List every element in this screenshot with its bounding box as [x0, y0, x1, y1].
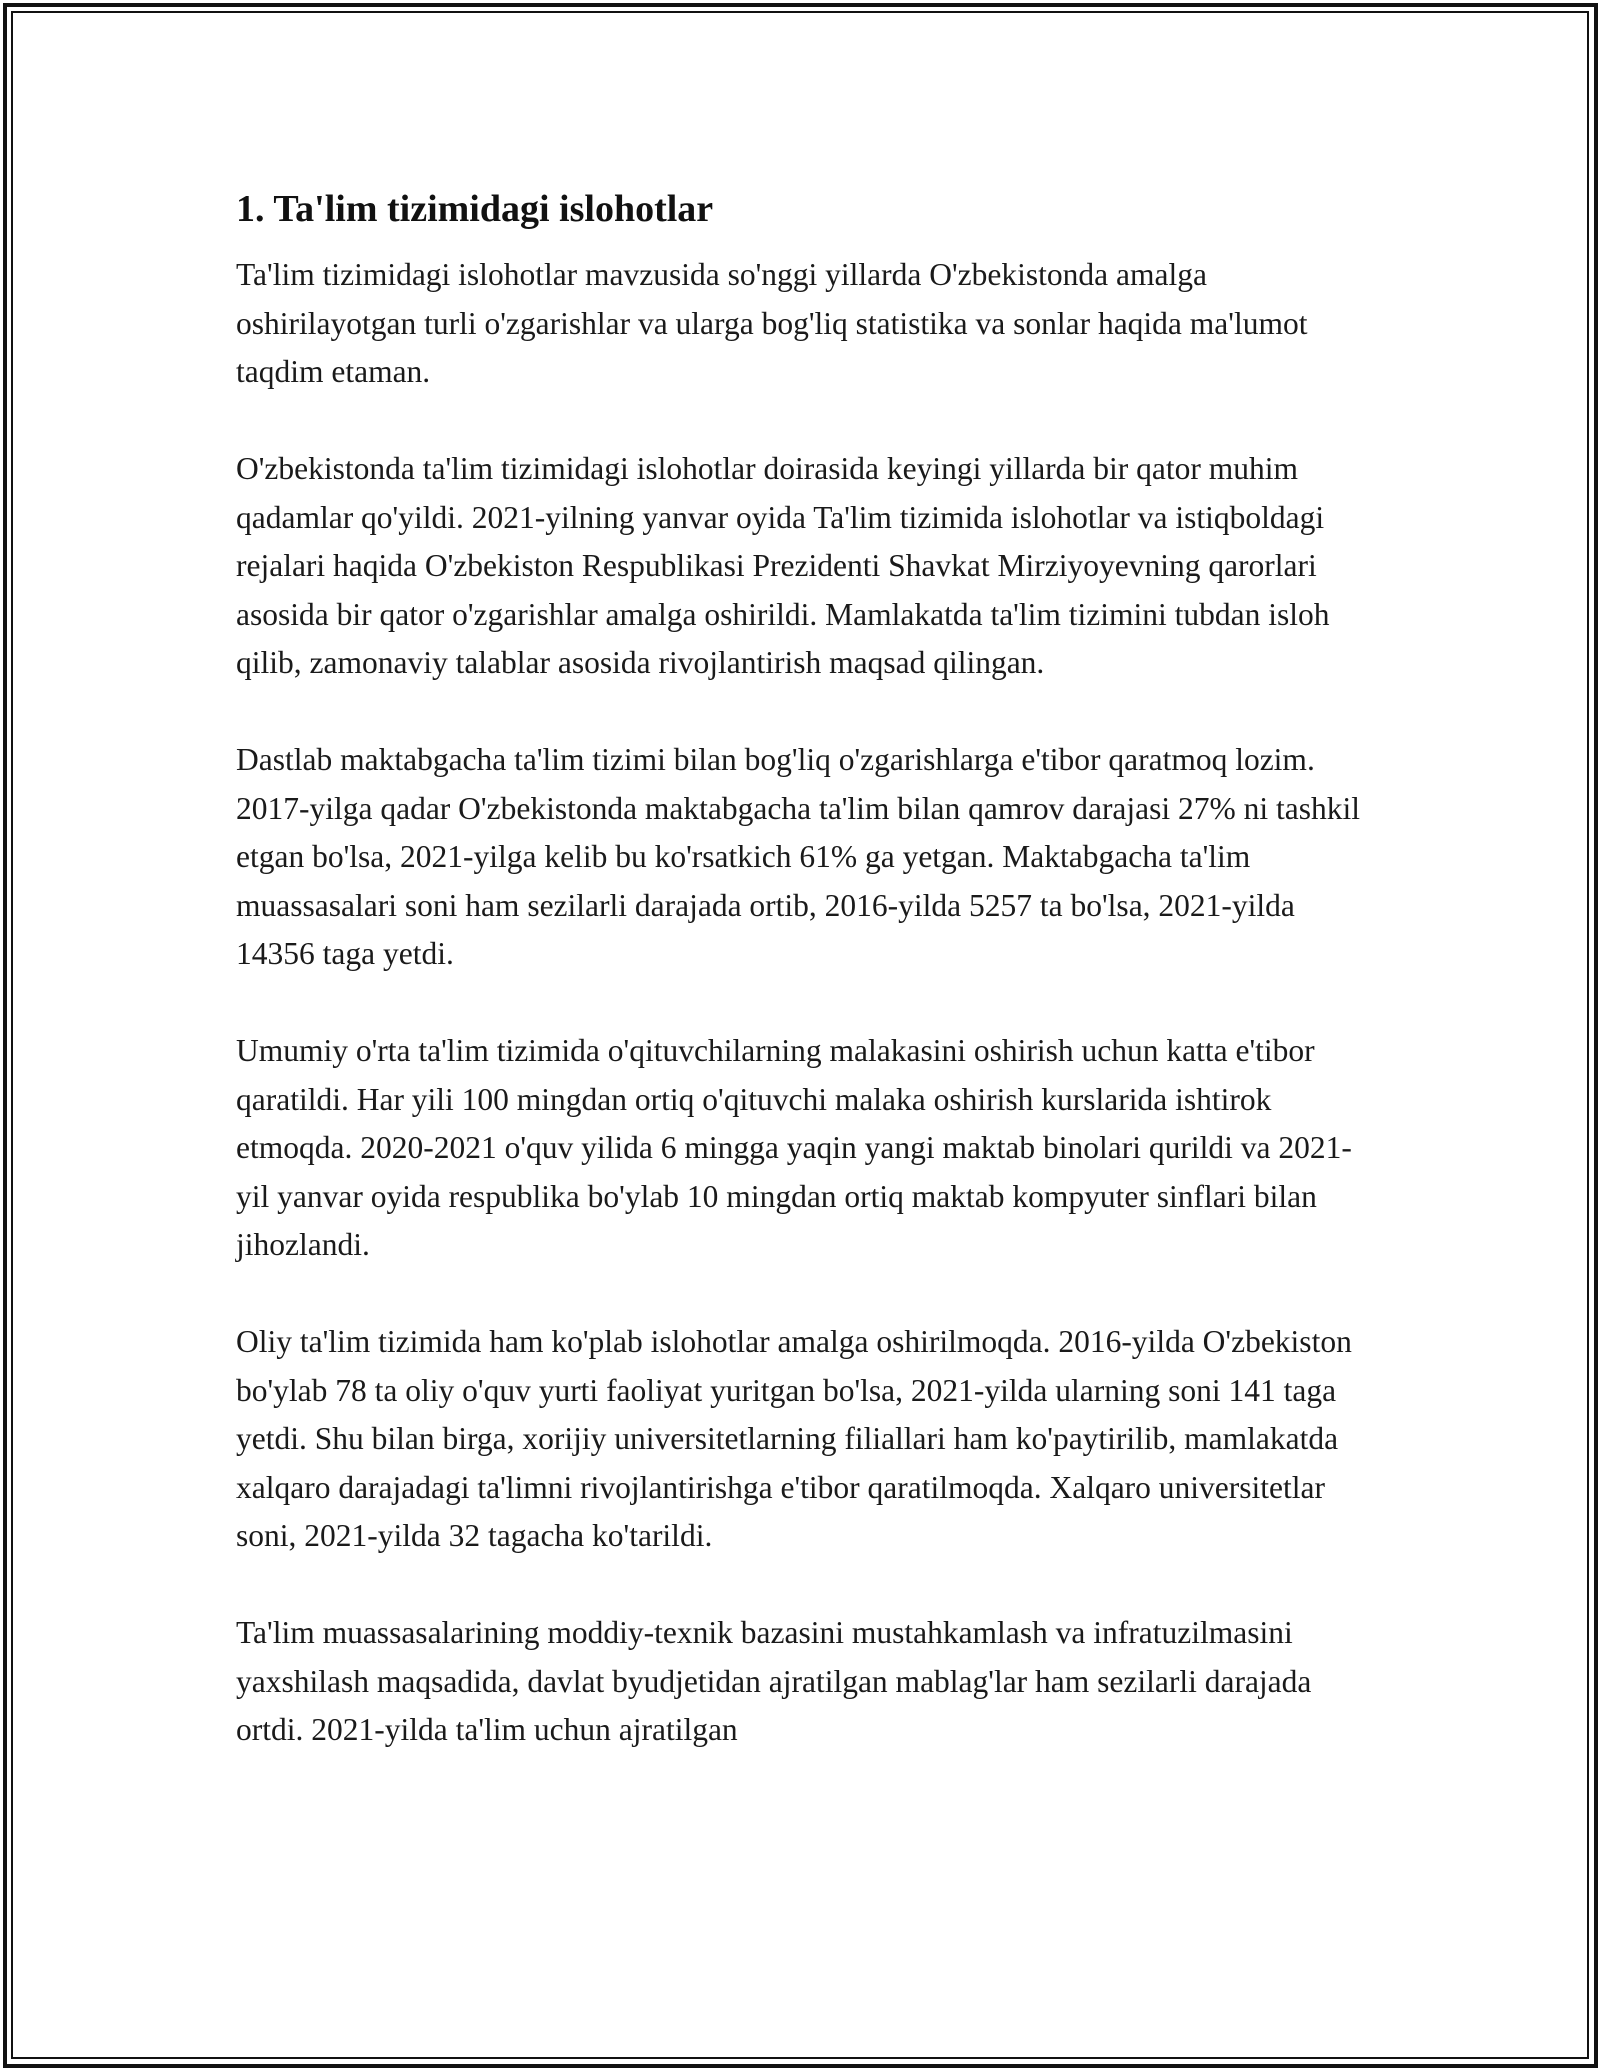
paragraph-reforms-overview: O'zbekistonda ta'lim tizimidagi islohotlar doirasida keyingi yillarda bir qator muhim qadamlar qo'yildi. 2021-yilning yanvar oyida Ta'lim tizimida islohotlar va istiqboldagi rejalari haqida O'zbekiston Respublikasi Prezidenti Shavkat Mirziyoyevning qarorlari asosida bir qator o'zgarishlar amalga oshirildi. Mamlakatda ta'lim tizimini tubdan isloh qilib, zamonaviy talablar asosida rivojlantirish maqsad qilingan. [236, 451, 1330, 680]
paragraph-higher-education: Oliy ta'lim tizimida ham ko'plab islohotlar amalga oshirilmoqda. 2016-yilda O'zbekiston bo'ylab 78 ta oliy o'quv yurti faoliyat yuritgan bo'lsa, 2021-yilda ularning soni 141 taga yetdi. Shu bilan birga, xorijiy universitetlarning filiallari ham ko'paytirilib, mamlakatda xalqaro darajadagi ta'limni rivojlantirishga e'tibor qaratilmoqda. Xalqaro universitetlar soni, 2021-yilda 32 tagacha ko'tarildi. [236, 1324, 1352, 1553]
paragraph-secondary: Umumiy o'rta ta'lim tizimida o'qituvchilarning malakasini oshirish uchun katta e'tibor qaratildi. Har yili 100 mingdan ortiq o'qituvchi malaka oshirish kurslarida ishtirok etmoqda. 2020-2021 o'quv yilida 6 mingga yaqin yangi maktab binolari qurildi va 2021-yil yanvar oyida respublika bo'ylab 10 mingdan ortiq maktab kompyuter sinflari bilan jihozlandi. [236, 1033, 1352, 1262]
document-body [236, 185, 1366, 1803]
paragraph-preschool: Dastlab maktabgacha ta'lim tizimi bilan bog'liq o'zgarishlarga e'tibor qaratmoq lozim. 2017-yilga qadar O'zbekistonda maktabgacha ta'lim bilan qamrov darajasi 27% ni tashkil etgan bo'lsa, 2021-yilga kelib bu ko'rsatkich 61% ga yetgan. Maktabgacha ta'lim muassasalari soni ham sezilarli darajada ortib, 2016-yilda 5257 ta bo'lsa, 2021-yilda 14356 taga yetdi. [236, 742, 1361, 971]
paragraph-funding: Ta'lim muassasalarining moddiy-texnik bazasini mustahkamlash va infratuzilmasini yaxshilash maqsadida, davlat byudjetidan ajratilgan mablag'lar ham sezilarli darajada ortdi. 2021-yilda ta'lim uchun ajratilgan [236, 1615, 1312, 1747]
section-heading: 1. Ta'lim tizimidagi islohotlar [236, 188, 714, 230]
paragraph-intro: Ta'lim tizimidagi islohotlar mavzusida so'nggi yillarda O'zbekistonda amalga oshirilayotgan turli o'zgarishlar va ularga bog'liq statistika va sonlar haqida ma'lumot taqdim etaman. [236, 257, 1308, 389]
